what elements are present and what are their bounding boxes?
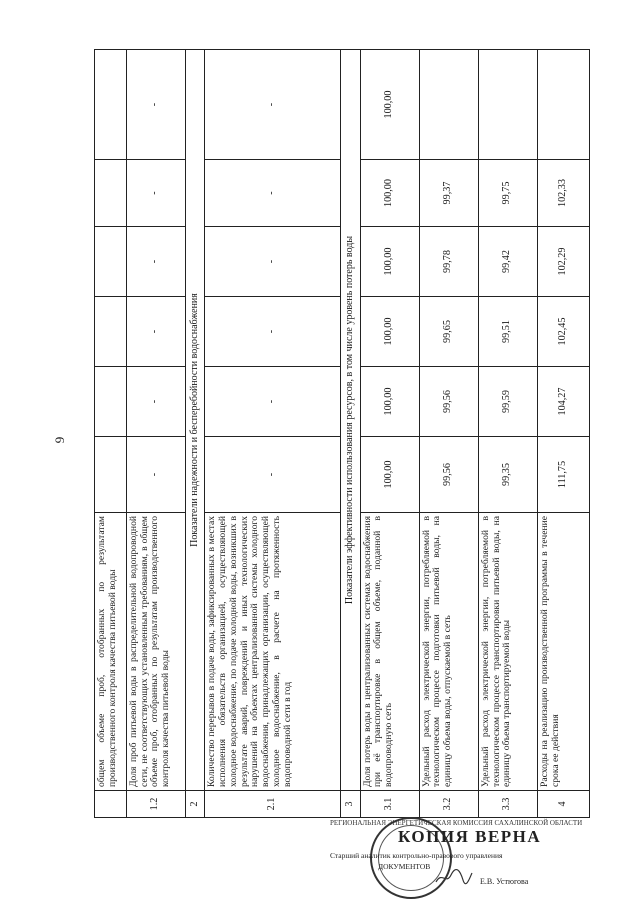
document-sheet: [94, 50, 590, 818]
cell-value: 100,00: [360, 160, 419, 227]
cell-value: [478, 50, 537, 160]
section-row: [185, 50, 204, 818]
cell-value: 99,75: [478, 160, 537, 227]
row-text: Доля потерь воды в централизованных системах водоснабжения при её транспортировке в общем объеме, поданной в водопроводную сеть: [360, 513, 419, 791]
cell-value: -: [126, 437, 185, 513]
row-num: 3.1: [360, 791, 419, 818]
row-text: Количество перерывов в подаче воды, зафиксированных в местах исполнения обязательств организацией, осуществляющей холодное водоснабжение, по подаче холодной воды, возникших в результате аварий, повреждений и иных технологических нарушений на объектах централизованной системы холодного водоснабжения, принадлежащих организации, осуществляющей холодное водоснабжение, в расчете на протяженность водопроводной сети в год: [205, 513, 341, 791]
copy-certified-heading: КОПИЯ ВЕРНА: [398, 827, 542, 846]
cell-value: 99,78: [419, 227, 478, 297]
table-row: [537, 50, 589, 818]
row-num: 4: [537, 791, 589, 818]
row-num: 2.1: [205, 791, 341, 818]
cell-value: 99,51: [478, 297, 537, 367]
cell-value: 99,37: [419, 160, 478, 227]
cell-value: 99,56: [419, 367, 478, 437]
cell-value: -: [205, 227, 341, 297]
table-row: [478, 50, 537, 818]
signature-icon: [434, 867, 474, 887]
signer-name: Е.В. Устюгова: [480, 877, 529, 886]
certification-stamp: [330, 815, 583, 900]
row-text: Удельный расход электрической энергии, потребляемой в технологическом процессе транспортировки питьевой воды, на единицу объема транспортируемой воды: [478, 513, 537, 791]
cell-value: 99,42: [478, 227, 537, 297]
stamp-documents: ДОКУМЕНТОВ: [378, 862, 431, 871]
cell-value: 99,59: [478, 367, 537, 437]
cell-value: [95, 297, 127, 367]
page-number: 9: [52, 436, 67, 444]
table-row: [95, 50, 127, 818]
cell-value: 102,45: [537, 297, 589, 367]
cell-value: -: [205, 160, 341, 227]
cell-value: [95, 227, 127, 297]
rotated-table-wrapper: [94, 50, 590, 818]
cell-value: [95, 367, 127, 437]
cell-value: 102,33: [537, 160, 589, 227]
cell-value: 100,00: [360, 297, 419, 367]
cell-value: -: [126, 367, 185, 437]
row-num: 1.2: [126, 791, 185, 818]
cell-value: -: [205, 297, 341, 367]
cell-value: -: [205, 367, 341, 437]
cell-value: [537, 50, 589, 160]
cell-value: 99,65: [419, 297, 478, 367]
cell-value: 99,56: [419, 437, 478, 513]
cell-value: [95, 160, 127, 227]
table-row: [419, 50, 478, 818]
cell-value: -: [126, 227, 185, 297]
cell-value: 102,29: [537, 227, 589, 297]
cell-value: -: [126, 50, 185, 160]
seal-circle-text: РЕГИОНАЛЬНАЯ ЭНЕРГЕТИЧЕСКАЯ КОМИССИЯ САХАЛИНСКОЙ ОБЛАСТИ: [330, 819, 583, 827]
cell-value: -: [126, 160, 185, 227]
row-text: Расходы на реализацию производственной программы в течение срока ее действия: [537, 513, 589, 791]
cell-value: 104,27: [537, 367, 589, 437]
row-text: Удельный расход электрической энергии, потребляемой в технологическом процессе подготовки питьевой воды, на единицу объема воды, отпускаемой в сеть: [419, 513, 478, 791]
section-num: 3: [341, 791, 360, 818]
cell-value: [95, 50, 127, 160]
cell-value: -: [205, 437, 341, 513]
section-num: 2: [185, 791, 204, 818]
section-title: Показатели надежности и бесперебойности водоснабжения: [185, 50, 204, 791]
cell-value: 100,00: [360, 227, 419, 297]
section-title: Показатели эффективности использования ресурсов, в том числе уровень потерь воды: [341, 50, 360, 791]
cell-value: -: [126, 297, 185, 367]
cell-value: 99,35: [478, 437, 537, 513]
cell-value: [95, 437, 127, 513]
cell-value: 111,75: [537, 437, 589, 513]
row-text: Доля проб питьевой воды в распределительной водопроводной сети, не соответствующих установленным требованиям, в общем объеме проб, отобранных по результатам производственного контроля качества питьевой воды: [126, 513, 185, 791]
cell-value: 100,00: [360, 367, 419, 437]
row-num: [95, 791, 127, 818]
section-row: [341, 50, 360, 818]
table-row: [126, 50, 185, 818]
indicators-table: [94, 49, 590, 818]
table-row: [205, 50, 341, 818]
row-num: 3.3: [478, 791, 537, 818]
table-row: [360, 50, 419, 818]
cell-value: 100,00: [360, 50, 419, 160]
row-text: общем объеме проб, отобранных по результатам производственного контроля качества питьевой воды: [95, 513, 127, 791]
cell-value: -: [205, 50, 341, 160]
cell-value: [419, 50, 478, 160]
cell-value: 100,00: [360, 437, 419, 513]
stamp-position: Старший аналитик контрольно-правового управления: [330, 851, 503, 860]
row-num: 3.2: [419, 791, 478, 818]
